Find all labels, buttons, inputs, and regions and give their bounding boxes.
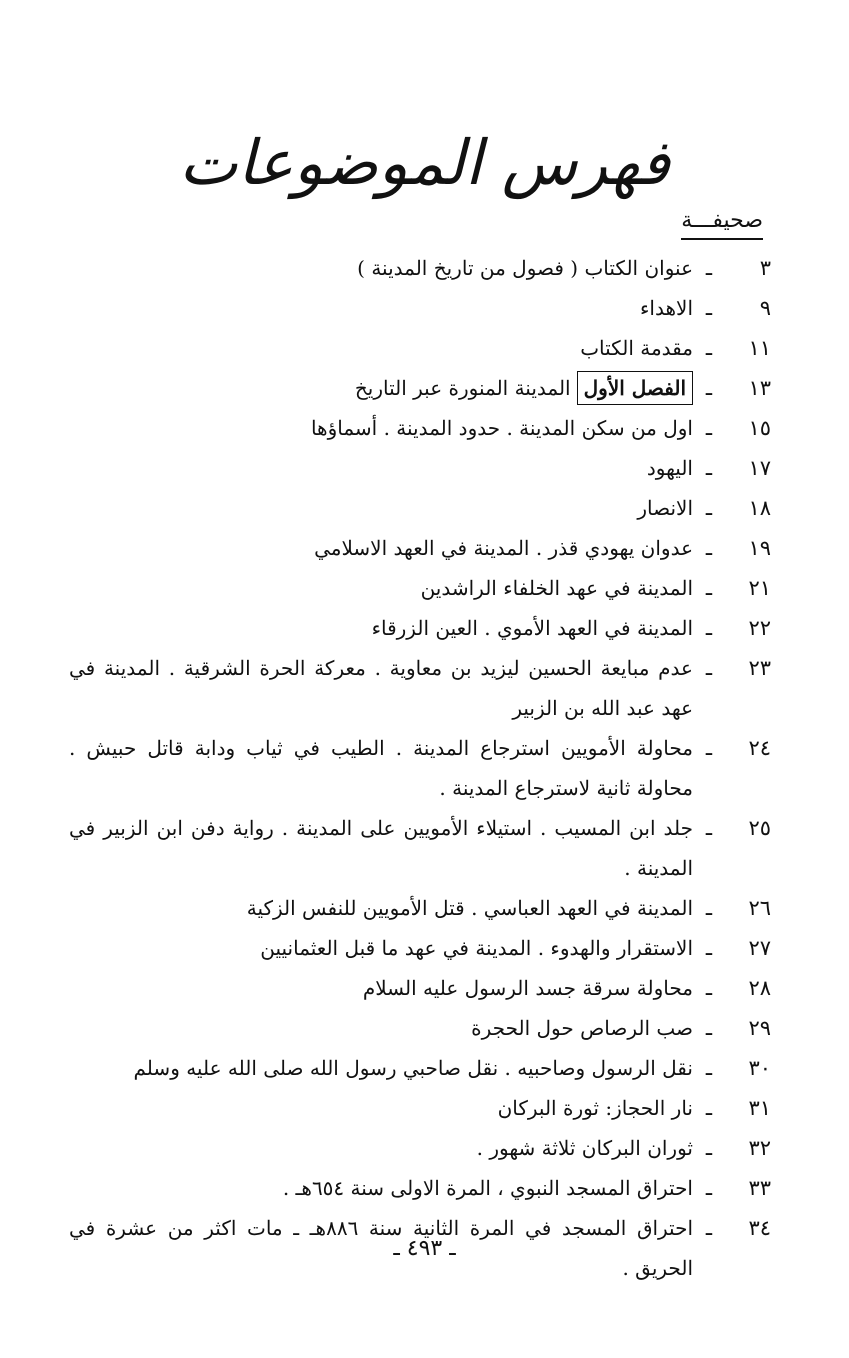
entry-title: مقدمة الكتاب <box>580 336 693 360</box>
entry-page-number: ٣٢ <box>748 1136 771 1160</box>
entry-page-number: ٣١ <box>748 1096 771 1120</box>
entry-dash: ـ <box>705 1056 713 1080</box>
entry-title: صب الرصاص حول الحجرة <box>471 1016 693 1040</box>
entry-title-with-chapter <box>69 368 693 408</box>
entry-title: الاستقرار والهدوء . المدينة في عهد ما قبل العثمانيين <box>260 936 693 960</box>
entry-page-number: ٢٧ <box>748 936 771 960</box>
toc-entry <box>69 488 771 528</box>
entry-dash: ـ <box>705 576 713 600</box>
toc-entry <box>69 808 771 888</box>
entry-page-number: ١٥ <box>748 416 771 440</box>
entry-title: عدم مبايعة الحسين ليزيد بن معاوية . معركة الحرة الشرقية . المدينة في عهد عبد الله بن الزبير <box>69 656 693 720</box>
entry-title: نار الحجاز: ثورة البركان <box>497 1096 693 1120</box>
entry-page-number: ١٩ <box>748 536 771 560</box>
entry-dash: ـ <box>705 536 713 560</box>
toc-entry <box>69 448 771 488</box>
entry-title: اليهود <box>646 456 693 480</box>
toc-entry <box>69 248 771 288</box>
toc-entry <box>69 1008 771 1048</box>
entry-dash: ـ <box>705 1176 713 1200</box>
toc-entry <box>69 328 771 368</box>
toc-entry <box>69 608 771 648</box>
toc-entry <box>69 648 771 728</box>
toc-entry <box>69 728 771 808</box>
toc-entry <box>69 1128 771 1168</box>
toc-entry <box>69 368 771 408</box>
entry-dash: ـ <box>705 416 713 440</box>
entry-dash: ـ <box>705 296 713 320</box>
entry-page-number: ٢٦ <box>748 896 771 920</box>
entry-page-number: ٣ <box>759 256 771 280</box>
toc-entry <box>69 528 771 568</box>
entry-page-number: ٣٠ <box>748 1056 771 1080</box>
toc-entry <box>69 288 771 328</box>
entry-title: نقل الرسول وصاحبيه . نقل صاحبي رسول الله صلى الله عليه وسلم <box>133 1056 693 1080</box>
entry-page-number: ٢١ <box>748 576 771 600</box>
toc-entry <box>69 568 771 608</box>
entry-dash: ـ <box>705 336 713 360</box>
toc-entry <box>69 1048 771 1088</box>
entry-dash: ـ <box>705 816 713 840</box>
entry-title: ثوران البركان ثلاثة شهور . <box>476 1136 693 1160</box>
entry-title: المدينة في العهد الأموي . العين الزرقاء <box>371 616 693 640</box>
entry-page-number: ٢٤ <box>748 736 771 760</box>
entry-dash: ـ <box>705 1136 713 1160</box>
entry-title: المدينة المنورة عبر التاريخ <box>354 376 571 400</box>
entry-title: محاولة سرقة جسد الرسول عليه السلام <box>362 976 693 1000</box>
entry-dash: ـ <box>705 656 713 680</box>
entry-title: الانصار <box>637 496 693 520</box>
toc-entry <box>69 968 771 1008</box>
entry-title: الاهداء <box>640 296 693 320</box>
entry-title: احتراق المسجد النبوي ، المرة الاولى سنة ٦٥٤هـ . <box>282 1176 693 1200</box>
page-column-header: صحيفـــة <box>681 205 763 240</box>
entry-dash: ـ <box>705 616 713 640</box>
entry-dash: ـ <box>705 256 713 280</box>
entry-title: المدينة في عهد الخلفاء الراشدين <box>420 576 693 600</box>
entry-page-number: ٢٩ <box>748 1016 771 1040</box>
table-of-contents <box>69 248 771 1288</box>
entry-dash: ـ <box>705 1016 713 1040</box>
entry-title: احتراق المسجد في المرة الثانية سنة ٨٨٦هـ ـ مات اكثر من عشرة في الحريق . <box>69 1216 694 1280</box>
page-number: ـ ٤٩٣ ـ <box>393 1236 456 1261</box>
entry-title: جلد ابن المسيب . استيلاء الأمويين على المدينة . رواية دفن ابن الزبير في المدينة . <box>69 816 693 880</box>
entry-dash: ـ <box>705 456 713 480</box>
entry-page-number: ٩ <box>759 296 771 320</box>
toc-entry <box>69 408 771 448</box>
entry-page-number: ١٨ <box>748 496 771 520</box>
entry-dash: ـ <box>705 496 713 520</box>
entry-dash: ـ <box>705 976 713 1000</box>
entry-page-number: ١٣ <box>748 376 771 400</box>
entry-page-number: ٢٨ <box>748 976 771 1000</box>
entry-page-number: ٢٣ <box>748 656 771 680</box>
entry-dash: ـ <box>705 736 713 760</box>
toc-entry <box>69 888 771 928</box>
entry-page-number: ١١ <box>748 336 771 360</box>
entry-title: عدوان يهودي قذر . المدينة في العهد الاسلامي <box>314 536 693 560</box>
page-title: فهرس الموضوعات <box>179 126 670 199</box>
toc-entry <box>69 928 771 968</box>
entry-dash: ـ <box>705 896 713 920</box>
toc-entry <box>69 1088 771 1128</box>
entry-page-number: ٢٥ <box>748 816 771 840</box>
entry-dash: ـ <box>705 936 713 960</box>
entry-title: عنوان الكتاب ( فصول من تاريخ المدينة ) <box>357 256 693 280</box>
entry-title: المدينة في العهد العباسي . قتل الأمويين للنفس الزكية <box>246 896 693 920</box>
entry-page-number: ٢٢ <box>748 616 771 640</box>
toc-entry <box>69 1168 771 1208</box>
chapter-label-box: الفصل الأول <box>577 371 693 405</box>
entry-title: محاولة الأمويين استرجاع المدينة . الطيب في ثياب ودابة قاتل حبيش . محاولة ثانية لاسترجاع المدينة . <box>69 736 693 800</box>
entry-page-number: ٣٣ <box>748 1176 771 1200</box>
entry-page-number: ١٧ <box>748 456 771 480</box>
entry-dash: ـ <box>705 1096 713 1120</box>
entry-title: اول من سكن المدينة . حدود المدينة . أسماؤها <box>310 416 693 440</box>
entry-page-number: ٣٤ <box>748 1216 771 1240</box>
entry-dash: ـ <box>705 376 713 400</box>
entry-dash: ـ <box>705 1216 713 1240</box>
